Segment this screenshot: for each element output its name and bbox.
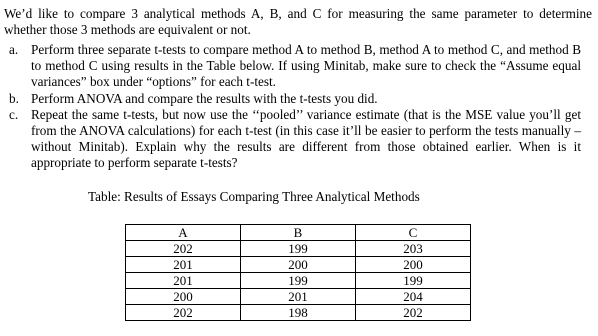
results-table: [125, 224, 471, 321]
table-cell: 202: [126, 241, 241, 257]
table-cell: 201: [241, 289, 356, 305]
table-cell: 199: [241, 241, 356, 257]
question-item-b: [9, 91, 581, 107]
table-caption: Table: Results of Essays Comparing Three Analytical Methods: [88, 189, 420, 204]
item-marker: c.: [9, 107, 19, 122]
table-row: [126, 241, 471, 257]
intro-paragraph: We’d like to compare 3 analytical methods A, B, and C for measuring the same parameter to determine whether those 3 methods are equivalent or not.: [4, 6, 592, 37]
table-row: [126, 305, 471, 321]
table-cell: 202: [356, 305, 471, 321]
table-header-row: [126, 225, 471, 241]
table-cell: 199: [241, 273, 356, 289]
column-header-a: A: [126, 225, 241, 241]
table-cell: 200: [241, 257, 356, 273]
table-row: [126, 273, 471, 289]
table-cell: 202: [126, 305, 241, 321]
item-marker: a.: [9, 42, 19, 57]
table-row: [126, 257, 471, 273]
question-item-a: [9, 42, 581, 90]
table-row: [126, 289, 471, 305]
item-marker: b.: [9, 91, 19, 106]
item-text: Perform three separate t-tests to compare method A to method B, method A to method C, and method B to method C using results in the Table below. If using Minitab, make sure to check the “Assume equal variances” box under “options” for each t-test.: [31, 42, 581, 89]
table-cell: 204: [356, 289, 471, 305]
table-cell: 203: [356, 241, 471, 257]
table-cell: 201: [126, 257, 241, 273]
column-header-b: B: [241, 225, 356, 241]
item-text: Perform ANOVA and compare the results with the t-tests you did.: [31, 91, 378, 106]
table-cell: 200: [126, 289, 241, 305]
table-cell: 200: [356, 257, 471, 273]
item-text: Repeat the same t-tests, but now use the ‘‘pooled’’ variance estimate (that is the MSE value you’ll get from the ANOVA calculations) for each t-test (in this case it’ll be easier to perform the tests manually – without Minitab). Explain why the results are different from those obtained earlier. When is it appropriate to perform separate t-tests?: [31, 107, 581, 170]
column-header-c: C: [356, 225, 471, 241]
table-cell: 199: [356, 273, 471, 289]
question-item-c: [9, 107, 581, 171]
table-cell: 201: [126, 273, 241, 289]
table-cell: 198: [241, 305, 356, 321]
